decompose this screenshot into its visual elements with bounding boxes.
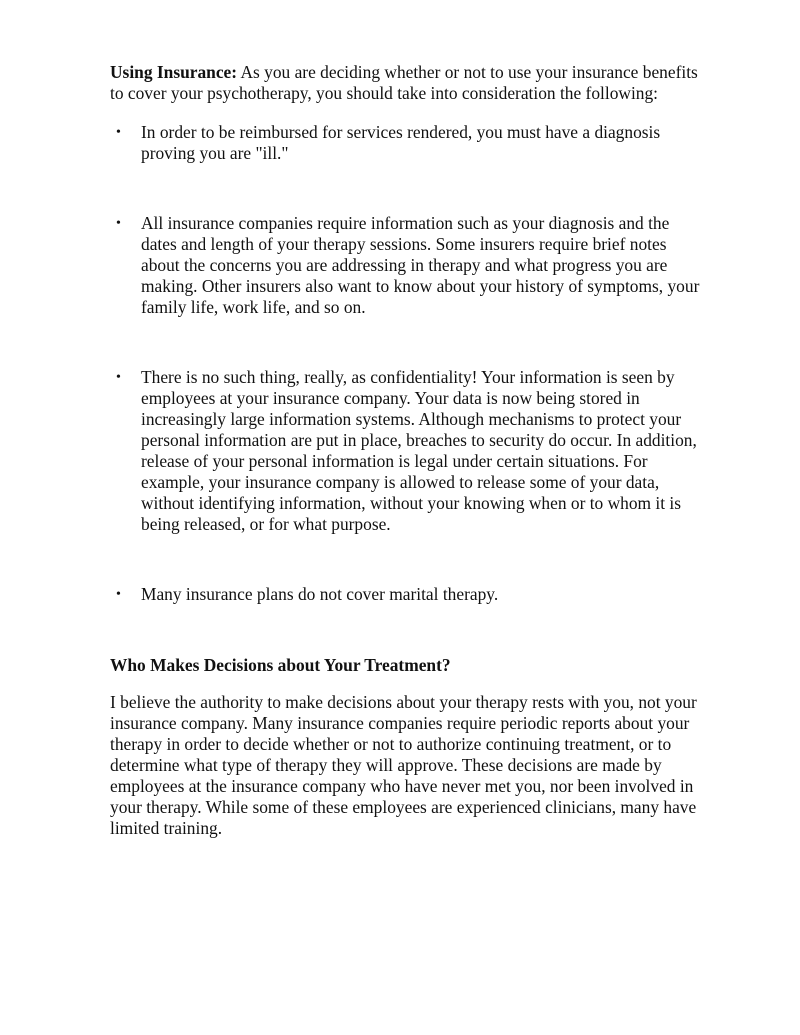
intro-paragraph <box>110 62 700 104</box>
section-body: I believe the authority to make decisions about your therapy rests with you, not your insurance company. Many insurance companies require periodic reports about your therapy in order to decide whether or not to authorize continuing treatment, or to determine what type of therapy they will approve. These decisions are made by employees at the insurance company who have never met you, nor been involved in your therapy. While some of these employees are experienced clinicians, many have limited training. <box>110 692 697 838</box>
list-item <box>110 213 700 318</box>
intro-text: As you are deciding whether or not to use your insurance benefits to cover your psychotherapy, you should take into consideration the following: <box>110 62 698 103</box>
bullet-icon: • <box>116 587 121 602</box>
list-item <box>110 584 700 605</box>
bullet-list <box>110 122 700 605</box>
bullet-text: All insurance companies require information such as your diagnosis and the dates and length of your therapy sessions. Some insurers require brief notes about the concerns you are addressing in therapy and what progress you are making. Other insurers also want to know about your history of symptoms, your family life, work life, and so on. <box>141 213 700 317</box>
document-page <box>110 62 700 839</box>
bullet-text: There is no such thing, really, as confidentiality! Your information is seen by employees at your insurance company. Your data is now being stored in increasingly large information systems. Although mechanisms to protect your personal information are put in place, breaches to security do occur. In addition, release of your personal information is legal under certain situations. For example, your insurance company is allowed to release some of your data, without identifying information, without your knowing when or to whom it is being released, or for what purpose. <box>141 367 697 534</box>
bullet-text: In order to be reimbursed for services rendered, you must have a diagnosis proving you are "ill." <box>141 122 661 163</box>
bullet-icon: • <box>116 125 121 140</box>
list-item <box>110 122 700 164</box>
bullet-icon: • <box>116 216 121 231</box>
intro-lead: Using Insurance: <box>110 62 238 82</box>
bullet-icon: • <box>116 370 121 385</box>
section-heading: Who Makes Decisions about Your Treatment? <box>110 655 451 675</box>
list-item <box>110 367 700 535</box>
bullet-text: Many insurance plans do not cover marital therapy. <box>141 584 499 604</box>
